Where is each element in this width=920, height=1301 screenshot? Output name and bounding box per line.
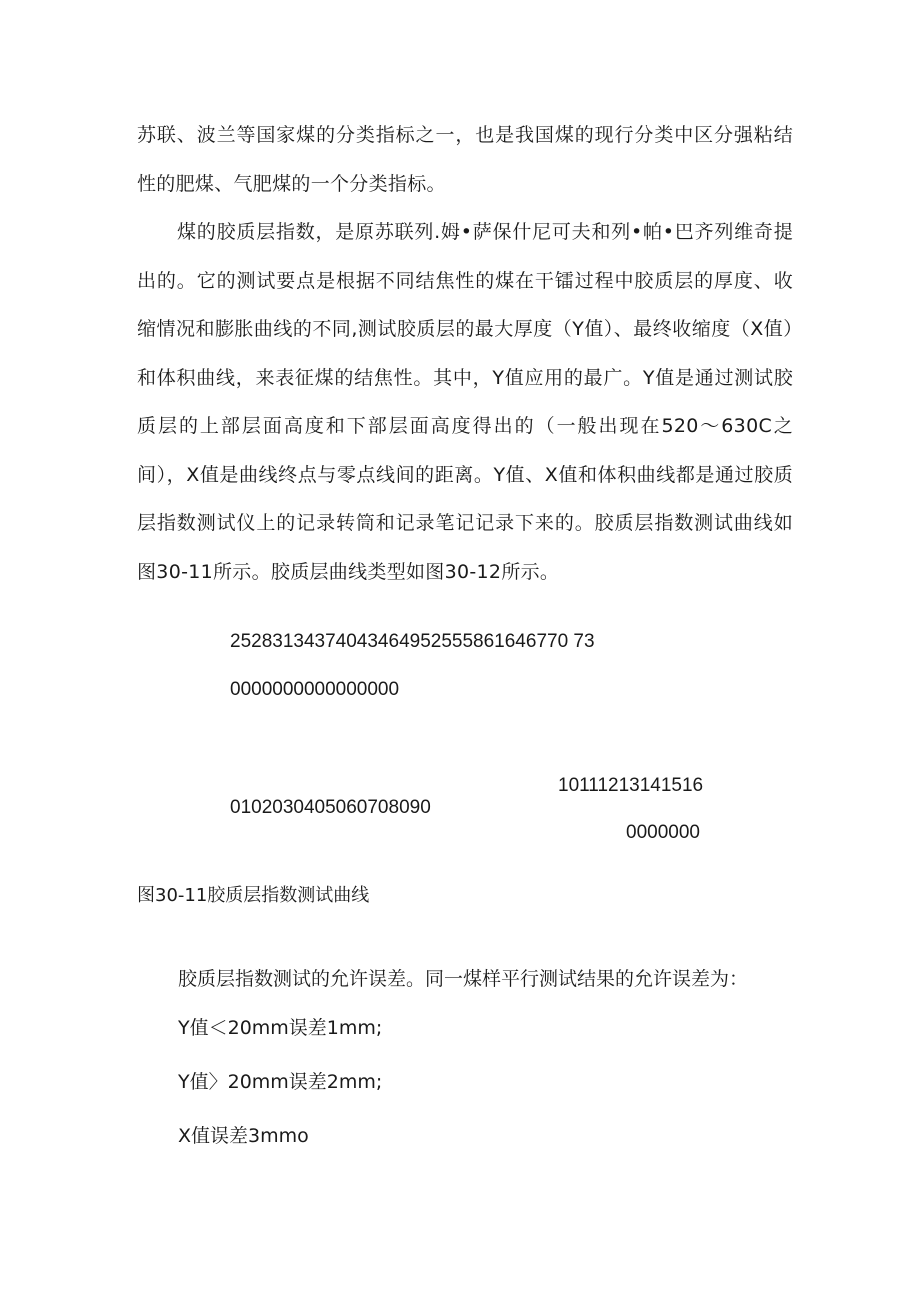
tolerance-intro: 胶质层指数测试的允许误差。同一煤样平行测试结果的允许误差为： [178, 968, 749, 990]
figure-axis-zeros-right: 0000000 [626, 822, 700, 843]
paragraph-classification-index: 苏联、波兰等国家煤的分类指标之一，也是我国煤的现行分类中区分强粘结性的肥煤、气肥煤的一个分类指标。 [137, 124, 793, 195]
figure-axis-numbers-left: 0102030405060708090 [230, 797, 431, 818]
tolerance-item-y-above-20: Y值〉20mm误差2mm; [178, 1071, 383, 1093]
figure-axis-numbers-top: 25283134374043464952555861646770 73 [230, 631, 595, 652]
figure-axis-numbers-right: 10111213141516 [558, 775, 704, 796]
figure-axis-zeros-top: 0000000000000000 [230, 679, 400, 700]
paragraph-plastometric-index: 煤的胶质层指数，是原苏联列.姆•萨保什尼可夫和列•帕•巴齐列维奇提出的。它的测试要点是根据不同结焦性的煤在干镭过程中胶质层的厚度、收缩情况和膨胀曲线的不同,测试胶质层的最大厚度（Y值）、最终收缩度（X值）和体积曲线，来表征煤的结焦性。其中，Y值应用的最广。Y值是通过测试胶质层的上部层面高度和下部层面高度得出的（一般出现在520～630C之间），X值是曲线终点与零点线间的距离。Y值、X值和体积曲线都是通过胶质层指数测试仪上的记录转筒和记录笔记记录下来的。胶质层指数测试曲线如图30-11所示。胶质层曲线类型如图30-12所示。 [137, 221, 793, 583]
tolerance-item-x: X值误差3mmo [178, 1125, 309, 1147]
figure-caption: 图30-11胶质层指数测试曲线 [137, 885, 370, 906]
tolerance-item-y-below-20: Y值＜20mm误差1mm; [178, 1017, 383, 1039]
